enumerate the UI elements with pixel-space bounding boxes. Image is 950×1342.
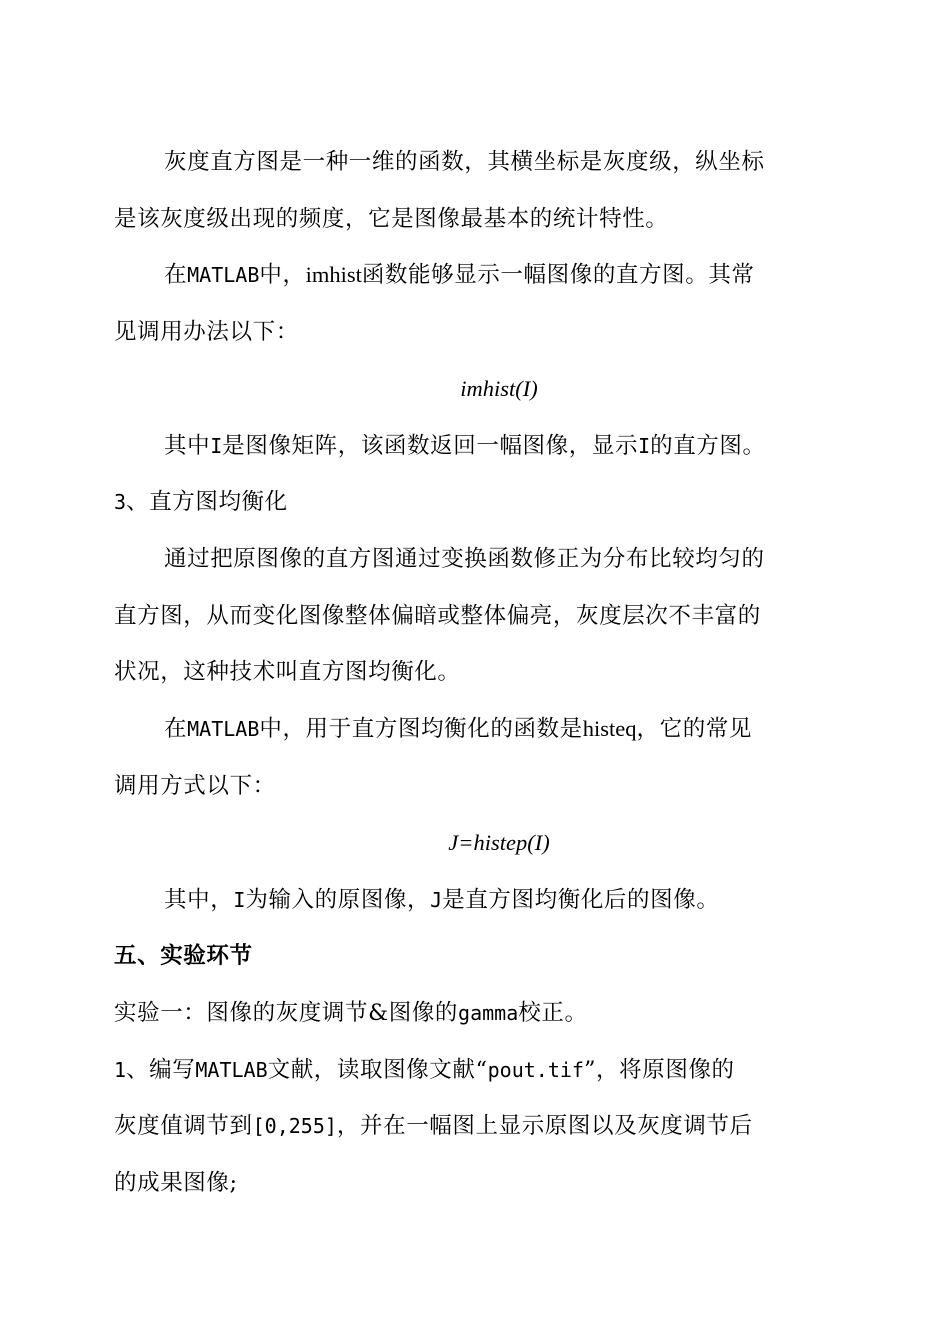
text: 的成果图像;: [114, 1170, 238, 1196]
function-name-imhist: imhist: [305, 262, 362, 287]
paragraph-histeq-explanation: [164, 880, 854, 920]
paragraph-histogram-definition-line-2: [114, 199, 854, 239]
paragraph-equalization-line-2: [114, 596, 854, 636]
gamma-term: gamma: [458, 1001, 519, 1025]
variable-i: I: [210, 434, 223, 458]
paragraph-equalization-line-1: [164, 539, 854, 579]
text: 实验一：图像的灰度调节&图像的: [114, 1000, 459, 1026]
file-name: pout.tif: [487, 1058, 584, 1082]
text: 文献，读取图像文献“: [267, 1057, 488, 1083]
text: 其中: [164, 433, 211, 459]
paragraph-imhist-line-2: [114, 312, 854, 352]
text: 是图像矩阵，该函数返回一幅图像，显示: [222, 433, 639, 459]
heading-text: 、直方图均衡化: [126, 489, 288, 515]
text: 状况，这种技术叫直方图均衡化。: [114, 659, 461, 685]
text: 校正。: [518, 1000, 588, 1026]
experiment-one-title: [114, 993, 854, 1033]
paragraph-imhist-line-1: [164, 255, 854, 295]
text: ，并在一幅图上显示原图以及灰度调节后: [336, 1113, 753, 1139]
matlab-term: MATLAB: [195, 1058, 268, 1082]
paragraph-histogram-definition-line-1: [164, 142, 854, 182]
formula-text: imhist(I): [460, 376, 538, 401]
step-number: 1: [114, 1058, 127, 1082]
range-value: [0,255]: [252, 1114, 337, 1138]
step-one-line-1: [114, 1050, 854, 1090]
step-one-line-2: [114, 1106, 854, 1146]
text: 在: [164, 716, 188, 742]
paragraph-histeq-line-2: [114, 766, 854, 806]
paragraph-imhist-explanation: [164, 426, 854, 466]
text: 灰度值调节到: [114, 1113, 253, 1139]
formula-imhist: [114, 369, 884, 409]
heading-text: 五、实验环节: [114, 943, 253, 969]
variable-i: I: [233, 888, 246, 912]
text: 直方图，从而变化图像整体偏暗或整体偏亮，灰度层次不丰富的: [114, 603, 761, 629]
text: 在: [164, 262, 188, 288]
text: 是直方图均衡化后的图像。: [442, 887, 720, 913]
matlab-term: MATLAB: [187, 263, 260, 287]
text: 中，: [259, 262, 306, 288]
text: ”，将原图像的: [583, 1057, 735, 1083]
variable-i: I: [638, 434, 651, 458]
text: ，它的常见: [636, 716, 753, 742]
function-name-histeq: histeq: [582, 716, 637, 741]
heading-histogram-equalization: [114, 482, 854, 522]
heading-number: 3: [114, 490, 127, 514]
text: 的直方图。: [650, 433, 766, 459]
paragraph-equalization-line-3: [114, 652, 854, 692]
text: 、编写: [126, 1057, 196, 1083]
text: 是该灰度级出现的频度，它是图像最基本的统计特性。: [114, 206, 669, 232]
formula-text: J=histep(I): [448, 830, 550, 855]
text: 通过把原图像的直方图通过变换函数修正为分布比较均匀的: [164, 546, 765, 572]
paragraph-histeq-line-1: [164, 709, 854, 749]
text: 调用方式以下：: [114, 773, 276, 799]
text: 见调用办法以下：: [114, 319, 299, 345]
text: 为输入的原图像，: [245, 887, 431, 913]
matlab-term: MATLAB: [187, 717, 260, 741]
text: 其中，: [164, 887, 234, 913]
text: 灰度直方图是一种一维的函数，其横坐标是灰度级，纵坐标: [164, 149, 765, 175]
text: 函数能够显示一幅图像的直方图。其常: [361, 262, 755, 288]
variable-j: J: [430, 888, 443, 912]
text: 中，用于直方图均衡化的函数是: [259, 716, 583, 742]
section-heading-experiment-steps: [114, 936, 854, 976]
formula-histeq: [114, 823, 884, 863]
step-one-line-3: [114, 1163, 854, 1203]
